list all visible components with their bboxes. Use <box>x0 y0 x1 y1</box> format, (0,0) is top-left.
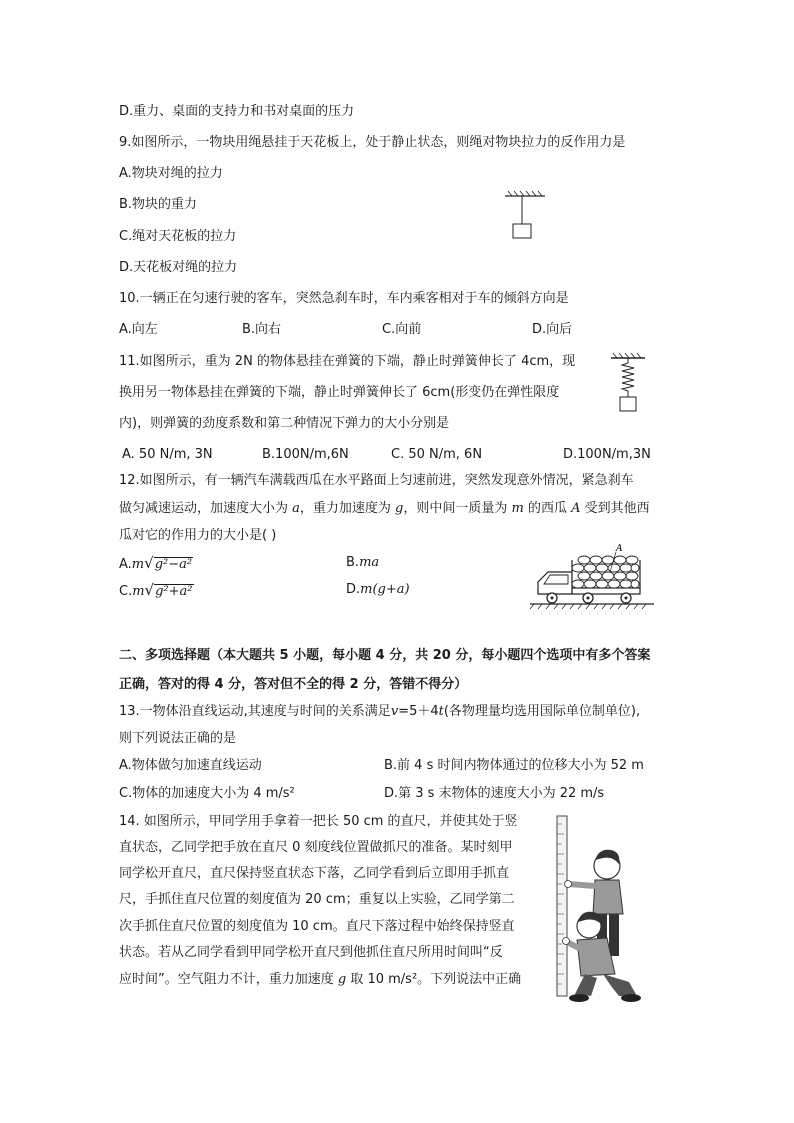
q14-stem-line2: 直状态，乙同学把手放在直尺 0 刻度线位置做抓尺的准备。某时刻甲 <box>119 840 513 855</box>
q12-option-c: C.m√g²+a² <box>119 581 193 599</box>
section2-heading-line1: 二、多项选择题（本大题共 5 小题，每小题 4 分，共 20 分，每小题四个选项中有多个答案 <box>119 648 651 663</box>
q11-option-c: C. 50 N/m, 6N <box>391 447 483 462</box>
q13-option-b: B.前 4 s 时间内物体通过的位移大小为 52 m <box>384 758 644 773</box>
q14-stem-line3: 同学松开直尺，直尺保持竖直状态下落，乙同学看到后立即用手抓直 <box>119 866 510 881</box>
q11-option-a: A. 50 N/m, 3N <box>122 447 213 462</box>
hanging-block-figure <box>500 190 550 242</box>
q9-option-c: C.绳对天花板的拉力 <box>119 229 237 244</box>
q14-stem-line6: 状态。若从乙同学看到甲同学松开直尺到他抓住直尺所用时间叫“反 <box>119 945 503 960</box>
q9-option-d: D.天花板对绳的拉力 <box>119 260 238 275</box>
q12-option-a: A.m√g²−a² <box>119 554 193 572</box>
q12-option-b: B.ma <box>346 555 380 570</box>
q11-stem-line2: 换用另一物体悬挂在弹簧的下端，静止时弹簧伸长了 6cm(形变仍在弹性限度 <box>119 385 560 400</box>
q13-option-d: D.第 3 s 末物体的速度大小为 22 m/s <box>384 786 605 801</box>
q11-option-b: B.100N/m,6N <box>262 447 349 462</box>
q13-option-c: C.物体的加速度大小为 4 m/s² <box>119 786 295 801</box>
q9-option-a: A.物块对绳的拉力 <box>119 166 223 181</box>
section2-heading-line2: 正确，答对的得 4 分，答对但不全的得 2 分，答错不得分） <box>119 677 468 692</box>
watermelon-label-a: A <box>616 544 623 554</box>
q13-option-a: A.物体做匀加速直线运动 <box>119 758 262 773</box>
q12-stem-line1: 12.如图所示，有一辆汽车满载西瓜在水平路面上匀速前进，突然发现意外情况，紧急刹车 <box>119 473 634 488</box>
q9-stem: 9.如图所示，一物块用绳悬挂于天花板上，处于静止状态，则绳对物块拉力的反作用力是 <box>119 135 626 150</box>
q10-stem: 10.一辆正在匀速行驶的客车，突然急刹车时，车内乘客相对于车的倾斜方向是 <box>119 291 569 306</box>
q14-stem-line4: 尺，手抓住直尺位置的刻度值为 20 cm；重复以上实验，乙同学第二 <box>119 892 515 907</box>
ruler-drop-experiment-figure <box>545 814 655 1004</box>
q14-stem-line1: 14. 如图所示，甲同学用手拿着一把长 50 cm 的直尺，并使其处于竖 <box>119 814 518 829</box>
q11-option-d: D.100N/m,3N <box>563 447 651 462</box>
q8-option-d: D.重力、桌面的支持力和书对桌面的压力 <box>119 104 355 119</box>
q10-option-b: B.向右 <box>242 322 282 337</box>
watermelon-truck-figure <box>528 542 658 610</box>
q10-option-c: C.向前 <box>382 322 422 337</box>
q14-stem-line7: 应时间”。空气阻力不计，重力加速度 g 取 10 m/s²。下列说法中正确 <box>119 972 522 987</box>
q11-stem-line3: 内)，则弹簧的劲度系数和第二种情况下弹力的大小分别是 <box>119 416 450 431</box>
q13-stem-line2: 则下列说法正确的是 <box>119 731 237 746</box>
q10-option-a: A.向左 <box>119 322 158 337</box>
q13-stem-line1: 13.一物体沿直线运动,其速度与时间的关系满足v=5＋4t(各物理量均选用国际单位制单位), <box>119 704 641 719</box>
q14-stem-line5: 次手抓住直尺位置的刻度值为 10 cm。直尺下落过程中始终保持竖直 <box>119 919 515 934</box>
q9-option-b: B.物块的重力 <box>119 197 198 212</box>
q12-option-d: D.m(g+a) <box>346 582 410 597</box>
q12-stem-line2: 做匀减速运动，加速度大小为 a，重力加速度为 g，则中间一质量为 m 的西瓜 A 受到其他西 <box>119 501 650 516</box>
q10-option-d: D.向后 <box>532 322 573 337</box>
q11-stem-line1: 11.如图所示，重为 2N 的物体悬挂在弹簧的下端，静止时弹簧伸长了 4cm，现 <box>119 354 576 369</box>
q12-stem-line3: 瓜对它的作用力的大小是( ) <box>119 528 277 543</box>
spring-figure <box>608 352 648 416</box>
